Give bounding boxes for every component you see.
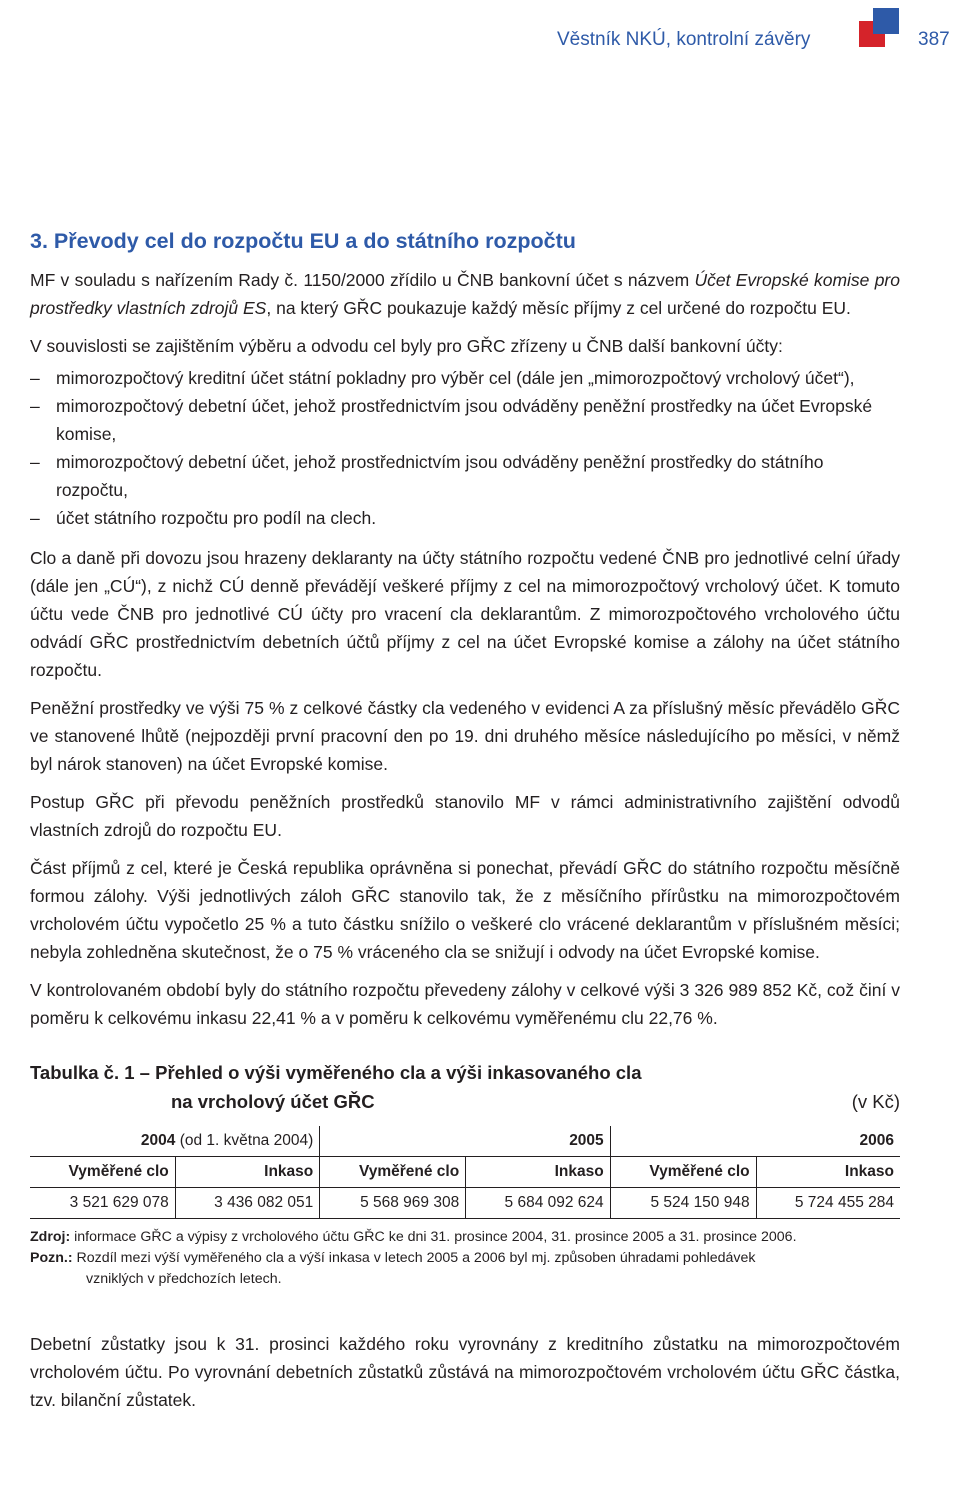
logo-blue-square: [873, 8, 899, 34]
paragraph-1: [30, 266, 900, 322]
page-header: [0, 0, 960, 80]
page-number: 387: [918, 29, 950, 50]
year-label: 2006: [859, 1132, 894, 1149]
note-label: Pozn.:: [30, 1250, 73, 1266]
table-cell: 5 568 969 308: [320, 1188, 466, 1219]
column-header: Vyměřené clo: [30, 1157, 175, 1188]
table-cell: 5 684 092 624: [466, 1188, 610, 1219]
year-header: [30, 1126, 320, 1157]
journal-title: Věstník NKÚ, kontrolní závěry: [557, 29, 811, 50]
p1-text-b: , na který GŘC poukazuje každý měsíc příjmy z cel určené do rozpočtu EU.: [266, 298, 851, 318]
section-title: 3. Převody cel do rozpočtu EU a do státního rozpočtu: [30, 229, 576, 253]
table-row: [30, 1188, 900, 1219]
column-header: Inkaso: [466, 1157, 610, 1188]
paragraph-5: Postup GŘC při převodu peněžních prostředků stanovilo MF v rámci administrativního zajištění odvodů vlastních zdrojů do rozpočtu EU.: [30, 792, 900, 840]
paragraph-4: Peněžní prostředky ve výši 75 % z celkové částky cla vedeného v evidenci A za příslušný měsíc převádělo GŘC ve stanovené lhůtě (nejpozději první pracovní den po 19. dni druhého měsíce následujícího po měsíci, v němž byl nárok stanoven) na účet Evropské komise.: [30, 698, 900, 774]
list-item: – mimorozpočtový kreditní účet státní pokladny pro výběr cel (dále jen „mimorozpočtový vrcholový účet“),: [30, 364, 900, 392]
year-label: 2005: [569, 1132, 604, 1149]
table-subheader-row: [30, 1157, 900, 1188]
paragraph-2: V souvislosti se zajištěním výběru a odvodu cel byly pro GŘC zřízeny u ČNB další bankovní účty:: [30, 336, 783, 356]
p1-account-name: Účet Evropské komise pro prostředky vlastních zdrojů ES: [30, 270, 900, 318]
year-header: [320, 1126, 610, 1157]
table-notes: [30, 1227, 900, 1290]
year-label: 2004: [140, 1132, 176, 1149]
column-header: Vyměřené clo: [320, 1157, 466, 1188]
table-title-line-1: Tabulka č. 1 – Přehled o výši vyměřeného cla a výši inkasovaného cla: [30, 1062, 642, 1083]
list-item: – mimorozpočtový debetní účet, jehož prostřednictvím jsou odváděny peněžní prostředky do státního rozpočtu,: [30, 448, 900, 504]
paragraph-8: Debetní zůstatky jsou k 31. prosinci každého roku vyrovnány z kreditního zůstatku na mimorozpočtovém vrcholovém účtu. Po vyrovnání debetních zůstatků zůstává na mimorozpočtovém vrcholovém účtu GŘC částka, tzv. bilanční zůstatek.: [30, 1334, 900, 1410]
table-year-row: [30, 1126, 900, 1157]
table-cell: 5 524 150 948: [610, 1188, 756, 1219]
accounts-list: [30, 364, 900, 532]
p1-text-a: MF v souladu s nařízením Rady č. 1150/2000 zřídilo u ČNB bankovní účet s názvem: [30, 270, 695, 290]
table-title-line-2: na vrcholový účet GŘC: [171, 1091, 375, 1112]
paragraph-3: Clo a daně při dovozu jsou hrazeny deklaranty na účty státního rozpočtu vedené ČNB pro jednotlivé celní úřady (dále jen „CÚ“), z nichž CÚ denně převádějí veškeré příjmy z cel na mimorozpočtový vrcholový účet. K tomuto účtu vede ČNB pro jednotlivé CÚ účty pro vracení cla deklarantům. Z mimorozpočtového vrcholového účtu odvádí GŘC prostřednictvím debetních účtů příjmy z cel na účet Evropské komise a zálohy na účet státního rozpočtu.: [30, 548, 900, 680]
list-item: – účet státního rozpočtu pro podíl na clech.: [30, 504, 900, 532]
note-text-1: Rozdíl mezi výší vyměřeného cla a výší inkasa v letech 2005 a 2006 byl mj. způsoben úhradami pohledávek: [72, 1250, 756, 1266]
year-header: [610, 1126, 900, 1157]
table-cell: 5 724 455 284: [756, 1188, 900, 1219]
table-cell: 3 521 629 078: [30, 1188, 175, 1219]
source-label: Zdroj:: [30, 1229, 71, 1245]
paragraph-7: V kontrolovaném období byly do státního rozpočtu převedeny zálohy v celkové výši 3 326 989 852 Kč, což činí v poměru k celkovému inkasu 22,41 % a v poměru k celkovému vyměřenému clu 22,76 %.: [30, 980, 900, 1028]
table-title: [30, 1058, 900, 1116]
column-header: Inkaso: [175, 1157, 319, 1188]
table-note: [30, 1248, 900, 1269]
column-header: Vyměřené clo: [610, 1157, 756, 1188]
table-unit: (v Kč): [851, 1091, 900, 1112]
table-source: [30, 1227, 900, 1248]
list-item: – mimorozpočtový debetní účet, jehož prostřednictvím jsou odváděny peněžní prostředky na účet Evropské komise,: [30, 392, 900, 448]
customs-table: [30, 1126, 900, 1219]
source-text: informace GŘC a výpisy z vrcholového účtu GŘC ke dni 31. prosince 2004, 31. prosince 2005 a 31. prosince 2006.: [70, 1229, 797, 1245]
year-note: (od 1. května 2004): [175, 1132, 314, 1149]
table-note-continued: vzniklých v předchozích letech.: [86, 1271, 282, 1287]
column-header: Inkaso: [756, 1157, 900, 1188]
nku-logo-icon: [859, 8, 901, 50]
table-cell: 3 436 082 051: [175, 1188, 319, 1219]
main-content: [30, 224, 900, 1424]
paragraph-6: Část příjmů z cel, které je Česká republika oprávněna si ponechat, převádí GŘC do státního rozpočtu měsíčně formou zálohy. Výši jednotlivých záloh GŘC stanovilo tak, že z měsíčního přírůstku na mimorozpočtovém vrcholovém účtu vypočetlo 25 % a tuto částku snížilo o veškeré clo vrácené deklarantům v příslušném měsíci; nebyla zohledněna skutečnost, že o 75 % vráceného cla se snižují i odvody na účet Evropské komise.: [30, 858, 900, 962]
